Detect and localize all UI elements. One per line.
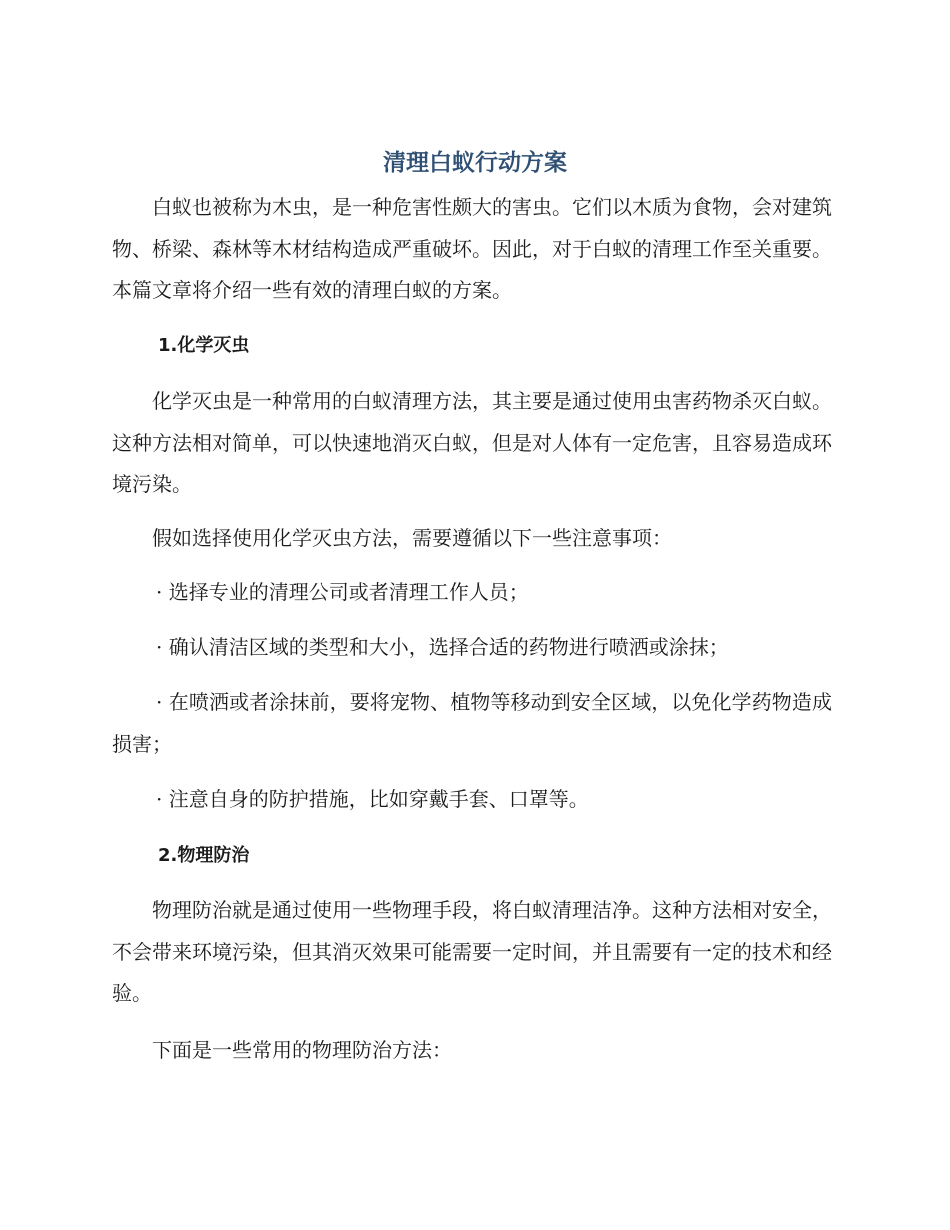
bullet-item-text: · 选择专业的清理公司或者清理工作人员；	[156, 580, 529, 604]
bullet-item	[112, 779, 832, 821]
bullet-item	[112, 572, 832, 614]
bullet-item	[112, 627, 832, 669]
chemical-description-paragraph: 化学灭虫是一种常用的白蚁清理方法，其主要是通过使用虫害药物杀灭白蚁。这种方法相对简单，可以快速地消灭白蚁，但是对人体有一定危害，且容易造成环境污染。	[112, 389, 832, 496]
bullet-item-text: · 在喷洒或者涂抹前，要将宠物、植物等移动到安全区域，以免化学药物造成损害；	[112, 690, 832, 756]
section-heading-chemical: 1.化学灭虫	[158, 335, 250, 356]
bullet-item-text: · 注意自身的防护措施，比如穿戴手套、口罩等。	[156, 787, 589, 811]
bullet-item	[112, 682, 832, 765]
intro-paragraph: 白蚁也被称为木虫，是一种危害性颇大的害虫。它们以木质为食物，会对建筑物、桥梁、森林等木材结构造成严重破坏。因此，对于白蚁的清理工作至关重要。本篇文章将介绍一些有效的清理白蚁的方案。	[112, 195, 832, 302]
physical-description-paragraph: 物理防治就是通过使用一些物理手段，将白蚁清理洁净。这种方法相对安全，不会带来环境污染，但其消灭效果可能需要一定时间，并且需要有一定的技术和经验。	[112, 898, 832, 1005]
section-heading-physical: 2.物理防治	[158, 845, 250, 866]
physical-methods-intro: 下面是一些常用的物理防治方法：	[152, 1038, 452, 1062]
chemical-precautions-intro: 假如选择使用化学灭虫方法，需要遵循以下一些注意事项：	[152, 526, 672, 550]
bullet-item-text: · 确认清洁区域的类型和大小，选择合适的药物进行喷洒或涂抹；	[156, 635, 729, 659]
document-title: 清理白蚁行动方案	[383, 150, 567, 176]
